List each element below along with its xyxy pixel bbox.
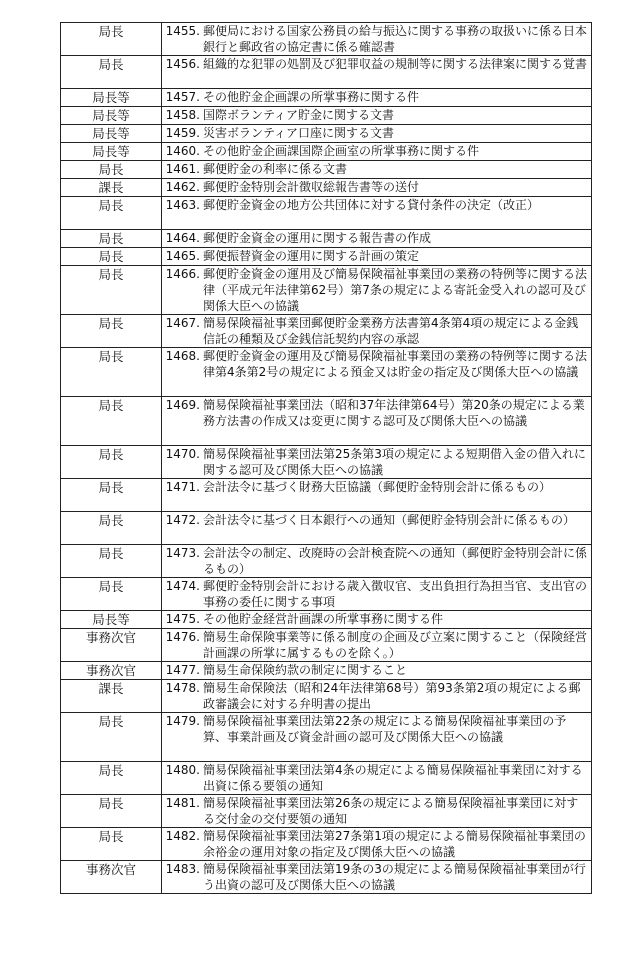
item-number: 1475. <box>165 612 200 626</box>
item-text: 簡易生命保険事業等に係る制度の企画及び立案に関すること（保険経営計画課の所掌に属するものを除く。） <box>203 630 588 660</box>
authority-table-body <box>61 23 592 894</box>
approver-cell <box>61 629 162 662</box>
approver-cell <box>61 861 162 894</box>
item-text: その他貯金企画課の所掌事務に関する件 <box>203 90 420 104</box>
table-row <box>61 179 592 197</box>
approver-label: 局長 <box>98 162 124 177</box>
item-number: 1465. <box>165 249 200 263</box>
approver-cell <box>61 828 162 861</box>
approver-label: 局長 <box>98 447 124 462</box>
item-cell <box>162 828 592 861</box>
approver-cell <box>61 713 162 762</box>
approver-label: 局長等 <box>92 126 130 141</box>
table-row <box>61 161 592 179</box>
approver-cell <box>61 161 162 179</box>
item-text: 簡易保険福祉事業団法第4条の規定による簡易保険福祉事業団に対する出資に係る要領の通知 <box>203 763 583 793</box>
item-number: 1459. <box>165 126 200 140</box>
item-text: 郵便貯金資金の運用及び簡易保険福祉事業団の業務の特例等に関する法律第4条第2号の規定による預金又は貯金の指定及び関係大臣への協議 <box>203 349 588 379</box>
table-row <box>61 629 592 662</box>
approver-cell <box>61 762 162 795</box>
approver-cell <box>61 795 162 828</box>
item-cell <box>162 348 592 397</box>
item-number: 1460. <box>165 144 200 158</box>
item-number: 1469. <box>165 398 200 412</box>
table-row <box>61 125 592 143</box>
approver-cell <box>61 197 162 230</box>
item-text: その他貯金経営計画課の所掌事務に関する件 <box>203 612 444 626</box>
approver-cell <box>61 179 162 197</box>
approver-label: 事務次官 <box>85 862 136 877</box>
approver-cell <box>61 680 162 713</box>
approver-label: 局長等 <box>92 108 130 123</box>
item-number: 1479. <box>165 714 200 728</box>
item-cell <box>162 512 592 545</box>
approver-label: 事務次官 <box>85 663 136 678</box>
item-text: 郵便貯金資金の地方公共団体に対する貸付条件の決定（改正） <box>203 198 540 212</box>
item-number: 1464. <box>165 231 200 245</box>
item-number: 1480. <box>165 763 200 777</box>
item-number: 1481. <box>165 796 200 810</box>
item-cell <box>162 662 592 680</box>
table-row <box>61 397 592 446</box>
approver-cell <box>61 479 162 512</box>
item-number: 1457. <box>165 90 200 104</box>
item-cell <box>162 680 592 713</box>
item-text: 簡易保険福祉事業団法第25条第3項の規定による短期借入金の借入れに関する認可及び関係大臣への協議 <box>203 447 586 477</box>
item-number: 1467. <box>165 316 200 330</box>
approver-cell <box>61 397 162 446</box>
table-row <box>61 578 592 611</box>
approver-cell <box>61 611 162 629</box>
approver-label: 局長 <box>98 829 124 844</box>
item-text: 郵便貯金資金の運用に関する報告書の作成 <box>203 231 432 245</box>
item-text: 簡易保険福祉事業団法（昭和37年法律第64号）第20条の規定による業務方法書の作成又は変更に関する認可及び関係大臣への協議 <box>203 398 585 428</box>
approver-label: 局長 <box>98 714 124 729</box>
item-number: 1477. <box>165 663 200 677</box>
approver-cell <box>61 143 162 161</box>
item-cell <box>162 56 592 89</box>
table-row <box>61 230 592 248</box>
approver-label: 課長 <box>98 681 124 696</box>
item-cell <box>162 397 592 446</box>
item-text: 会計法令の制定、改廃時の会計検査院への通知（郵便貯金特別会計に係るもの） <box>203 546 588 576</box>
item-text: 簡易生命保険約款の制定に関すること <box>203 663 408 677</box>
item-text: 国際ボランティア貯金に関する文書 <box>203 108 395 122</box>
document-page <box>60 22 592 894</box>
approver-cell <box>61 315 162 348</box>
item-cell <box>162 545 592 578</box>
item-cell <box>162 479 592 512</box>
table-row <box>61 545 592 578</box>
approver-label: 局長 <box>98 763 124 778</box>
item-number: 1476. <box>165 630 200 644</box>
item-number: 1474. <box>165 579 200 593</box>
item-cell <box>162 762 592 795</box>
approver-label: 局長 <box>98 480 124 495</box>
item-cell <box>162 161 592 179</box>
approver-label: 局長 <box>98 398 124 413</box>
table-row <box>61 795 592 828</box>
approver-label: 局長 <box>98 198 124 213</box>
item-cell <box>162 861 592 894</box>
table-row <box>61 828 592 861</box>
item-number: 1470. <box>165 447 200 461</box>
item-number: 1473. <box>165 546 200 560</box>
approver-label: 局長 <box>98 579 124 594</box>
approver-cell <box>61 446 162 479</box>
item-text: 郵便貯金特別会計における歳入徴収官、支出負担行為担当官、支出官の事務の委任に関する事項 <box>203 579 588 609</box>
item-number: 1472. <box>165 513 200 527</box>
approver-label: 局長 <box>98 349 124 364</box>
approver-cell <box>61 512 162 545</box>
item-text: 災害ボランティア口座に関する文書 <box>203 126 395 140</box>
item-text: 郵便貯金の利率に係る文書 <box>203 162 348 176</box>
table-row <box>61 479 592 512</box>
item-cell <box>162 713 592 762</box>
approver-cell <box>61 266 162 315</box>
approver-cell <box>61 107 162 125</box>
authority-table <box>60 22 592 894</box>
item-text: 郵便振替資金の運用に関する計画の策定 <box>203 249 420 263</box>
approver-cell <box>61 89 162 107</box>
table-row <box>61 348 592 397</box>
item-cell <box>162 107 592 125</box>
item-cell <box>162 578 592 611</box>
table-row <box>61 197 592 230</box>
table-row <box>61 266 592 315</box>
table-row <box>61 315 592 348</box>
approver-label: 局長 <box>98 796 124 811</box>
table-row <box>61 611 592 629</box>
item-text: 郵便貯金資金の運用及び簡易保険福祉事業団の業務の特例等に関する法律（平成元年法律第62号）第7条の規定による寄託金受入れの認可及び関係大臣への協議 <box>203 267 588 313</box>
item-cell <box>162 315 592 348</box>
item-text: 簡易保険福祉事業団法第19条の3の規定による簡易保険福祉事業団が行う出資の認可及び関係大臣への協議 <box>203 862 586 892</box>
table-row <box>61 23 592 56</box>
item-text: 郵便局における国家公務員の給与振込に関する事務の取扱いに係る日本銀行と郵政省の協定書に係る確認書 <box>203 24 588 54</box>
approver-cell <box>61 348 162 397</box>
item-text: 簡易保険福祉事業団法第27条第1項の規定による簡易保険福祉事業団の余裕金の運用対象の指定及び関係大臣への協議 <box>203 829 586 859</box>
item-cell <box>162 248 592 266</box>
approver-cell <box>61 248 162 266</box>
item-number: 1471. <box>165 480 200 494</box>
item-text: 会計法令に基づく財務大臣協議（郵便貯金特別会計に係るもの） <box>203 480 552 494</box>
table-row <box>61 512 592 545</box>
table-row <box>61 56 592 89</box>
table-row <box>61 713 592 762</box>
approver-label: 事務次官 <box>85 630 136 645</box>
item-number: 1461. <box>165 162 200 176</box>
item-text: 簡易保険福祉事業団法第26条の規定による簡易保険福祉事業団に対する交付金の交付要領の通知 <box>203 796 579 826</box>
item-cell <box>162 143 592 161</box>
item-cell <box>162 611 592 629</box>
item-text: 簡易保険福祉事業団郵便貯金業務方法書第4条第4項の規定による金銭信託の種類及び金銭信託契約内容の承認 <box>203 316 579 346</box>
approver-cell <box>61 23 162 56</box>
approver-label: 局長 <box>98 513 124 528</box>
table-row <box>61 662 592 680</box>
item-number: 1463. <box>165 198 200 212</box>
item-number: 1462. <box>165 180 200 194</box>
table-row <box>61 143 592 161</box>
table-row <box>61 89 592 107</box>
item-cell <box>162 23 592 56</box>
approver-cell <box>61 578 162 611</box>
item-text: 簡易生命保険法（昭和24年法律第68号）第93条第2項の規定による郵政審議会に対する弁明書の提出 <box>203 681 581 711</box>
item-number: 1478. <box>165 681 200 695</box>
item-cell <box>162 89 592 107</box>
approver-label: 局長 <box>98 249 124 264</box>
item-number: 1483. <box>165 862 200 876</box>
item-number: 1458. <box>165 108 200 122</box>
item-number: 1466. <box>165 267 200 281</box>
item-cell <box>162 795 592 828</box>
item-number: 1456. <box>165 57 200 71</box>
item-text: 組織的な犯罪の処罰及び犯罪収益の規制等に関する法律案に関する覚書 <box>203 57 588 71</box>
item-cell <box>162 197 592 230</box>
item-number: 1468. <box>165 349 200 363</box>
approver-label: 局長 <box>98 267 124 282</box>
item-cell <box>162 446 592 479</box>
approver-label: 局長等 <box>92 144 130 159</box>
approver-cell <box>61 56 162 89</box>
approver-cell <box>61 545 162 578</box>
approver-label: 局長等 <box>92 612 130 627</box>
item-cell <box>162 230 592 248</box>
approver-cell <box>61 662 162 680</box>
approver-label: 課長 <box>98 180 124 195</box>
approver-cell <box>61 230 162 248</box>
table-row <box>61 248 592 266</box>
table-row <box>61 762 592 795</box>
item-cell <box>162 266 592 315</box>
item-cell <box>162 125 592 143</box>
item-number: 1455. <box>165 24 200 38</box>
table-row <box>61 446 592 479</box>
approver-label: 局長 <box>98 57 124 72</box>
table-row <box>61 861 592 894</box>
approver-label: 局長 <box>98 24 124 39</box>
item-cell <box>162 179 592 197</box>
approver-cell <box>61 125 162 143</box>
table-row <box>61 107 592 125</box>
approver-label: 局長 <box>98 546 124 561</box>
item-number: 1482. <box>165 829 200 843</box>
table-row <box>61 680 592 713</box>
approver-label: 局長 <box>98 316 124 331</box>
item-text: その他貯金企画課国際企画室の所掌事務に関する件 <box>203 144 480 158</box>
item-text: 会計法令に基づく日本銀行への通知（郵便貯金特別会計に係るもの） <box>203 513 576 527</box>
item-text: 簡易保険福祉事業団法第22条の規定による簡易保険福祉事業団の予算、事業計画及び資金計画の認可及び関係大臣への協議 <box>203 714 567 744</box>
item-text: 郵便貯金特別会計徴収総報告書等の送付 <box>203 180 420 194</box>
item-cell <box>162 629 592 662</box>
approver-label: 局長 <box>98 231 124 246</box>
approver-label: 局長等 <box>92 90 130 105</box>
